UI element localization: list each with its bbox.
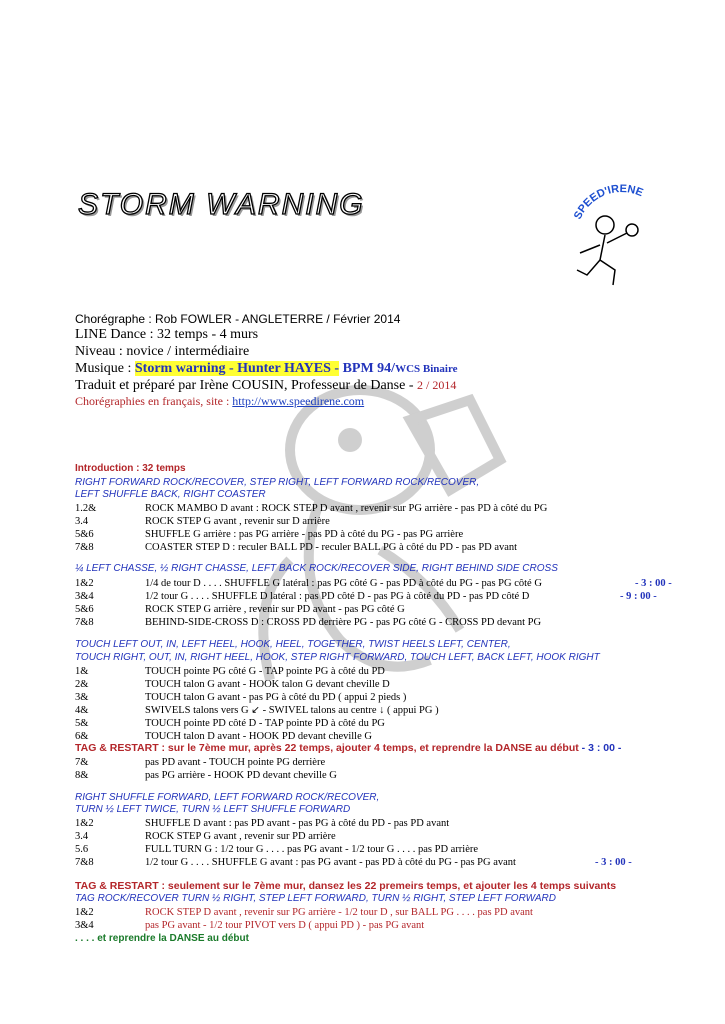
step-row: 1&2 1/4 de tour D . . . . SHUFFLE G latéral : pas PG côté G - pas PD à côté du PG - pas PG côté G - 3 : 00 - bbox=[75, 578, 672, 589]
step-row: 1&2 ROCK STEP D avant , revenir sur PG arrière - 1/2 tour D , sur BALL PG . . . . pas PD avant bbox=[75, 907, 533, 918]
music-line: Musique : Storm warning - Hunter HAYES - BPM 94/WCS Binaire bbox=[75, 361, 458, 376]
step-row: 5& TOUCH pointe PD côté D - TAP pointe PD à côté du PG bbox=[75, 718, 385, 729]
step-row: 5&6 ROCK STEP G arrière , revenir sur PD avant - pas PG côté G bbox=[75, 604, 405, 615]
step-row: 7&8 COASTER STEP D : reculer BALL PD - reculer BALL PG à côté du PD - pas PD avant bbox=[75, 542, 518, 553]
step-row: 1&2 SHUFFLE D avant : pas PD avant - pas PG à côté du PD - pas PD avant bbox=[75, 818, 450, 829]
section-1-heading-line1: RIGHT FORWARD ROCK/RECOVER, STEP RIGHT, LEFT FORWARD ROCK/RECOVER, bbox=[75, 477, 480, 488]
tag-restart-1: TAG & RESTART : sur le 7ème mur, après 22 temps, ajouter 4 temps, et reprendre la DANSE au début - 3 : 00 - bbox=[75, 742, 622, 754]
translator-line: Traduit et préparé par Irène COUSIN, Professeur de Danse - 2 / 2014 bbox=[75, 378, 457, 393]
choreographer: Chorégraphe : Rob FOWLER - ANGLETERRE / Février 2014 bbox=[75, 312, 401, 326]
step-row: 8& pas PG arrière - HOOK PD devant cheville G bbox=[75, 770, 337, 781]
svg-text:SPEED'IRENE: SPEED'IRENE bbox=[571, 182, 645, 222]
music-title: Storm warning - Hunter HAYES - bbox=[134, 361, 340, 376]
tag-heading: TAG ROCK/RECOVER TURN ½ RIGHT, STEP LEFT FORWARD, TURN ½ RIGHT, STEP LEFT FORWARD bbox=[75, 893, 556, 904]
level: Niveau : novice / intermédiaire bbox=[75, 344, 250, 359]
step-row: 4& SWIVELS talons vers G ↙ - SWIVEL talons au centre ↓ ( appui PG ) bbox=[75, 705, 439, 716]
section-2-heading: ¼ LEFT CHASSE, ½ RIGHT CHASSE, LEFT BACK ROCK/RECOVER SIDE, RIGHT BEHIND SIDE CROSS bbox=[75, 563, 558, 574]
step-row: 3& TOUCH talon G avant - pas PG à côté du PD ( appui 2 pieds ) bbox=[75, 692, 407, 703]
page-title: STORM WARNING bbox=[78, 188, 365, 221]
line-dance-info: LINE Dance : 32 temps - 4 murs bbox=[75, 327, 259, 342]
step-row: 5.6 FULL TURN G : 1/2 tour G . . . . pas PG avant - 1/2 tour G . . . . pas PD arrière bbox=[75, 844, 479, 855]
site-link[interactable]: http://www.speedirene.com bbox=[232, 394, 365, 408]
section-4-heading-line1: RIGHT SHUFFLE FORWARD, LEFT FORWARD ROCK/RECOVER, bbox=[75, 792, 380, 803]
step-row: 1& TOUCH pointe PG côté G - TAP pointe PG à côté du PD bbox=[75, 666, 385, 677]
step-row: 3.4 ROCK STEP G avant , revenir sur PD arrière bbox=[75, 831, 336, 842]
tag-restart-2: TAG & RESTART : seulement sur le 7ème mur, dansez les 22 premeirs temps, et ajouter les 4 temps suivants bbox=[75, 880, 617, 892]
section-3-heading-line2: TOUCH RIGHT, OUT, IN, RIGHT HEEL, HOOK, STEP RIGHT FORWARD, TOUCH LEFT, BACK LEFT, HOOK RIGHT bbox=[75, 652, 600, 663]
tag-footer: . . . . et reprendre la DANSE au début bbox=[75, 933, 249, 944]
step-row: 3&4 pas PG avant - 1/2 tour PIVOT vers D ( appui PD ) - pas PG avant bbox=[75, 920, 425, 931]
step-row: 5&6 SHUFFLE G arrière : pas PG arrière - pas PD à côté du PG - pas PG arrière bbox=[75, 529, 464, 540]
step-row: 1.2& ROCK MAMBO D avant : ROCK STEP D avant , revenir sur PG arrière - pas PD à côté du PG bbox=[75, 503, 548, 514]
step-row: 2& TOUCH talon G avant - HOOK talon G devant cheville D bbox=[75, 679, 390, 690]
section-1-heading-line2: LEFT SHUFFLE BACK, RIGHT COASTER bbox=[75, 489, 266, 500]
step-row: 7& pas PD avant - TOUCH pointe PG derrière bbox=[75, 757, 326, 768]
step-row: 3.4 ROCK STEP G avant , revenir sur D arrière bbox=[75, 516, 330, 527]
step-row: 6& TOUCH talon D avant - HOOK PD devant cheville G bbox=[75, 731, 372, 742]
step-row: 7&8 1/2 tour G . . . . SHUFFLE G avant : pas PG avant - pas PD à côté du PG - pas PG avant - 3 : 00 - bbox=[75, 857, 632, 868]
section-4-heading-line2: TURN ½ LEFT TWICE, TURN ½ LEFT SHUFFLE FORWARD bbox=[75, 804, 351, 815]
intro: Introduction : 32 temps bbox=[75, 463, 186, 474]
step-row: 3&4 1/2 tour G . . . . SHUFFLE D latéral : pas PD côté D - pas PG à côté du PD - pas PD côté D - 9 : 00 - bbox=[75, 591, 657, 602]
step-row: 7&8 BEHIND-SIDE-CROSS D : CROSS PD derrière PG - pas PG côté G - CROSS PD devant PG bbox=[75, 617, 542, 628]
speedirene-logo bbox=[565, 175, 675, 295]
site-line: Chorégraphies en français, site : http://www.speedirene.com bbox=[75, 394, 365, 408]
section-3-heading-line1: TOUCH LEFT OUT, IN, LEFT HEEL, HOOK, HEEL, TOGETHER, TWIST HEELS LEFT, CENTER, bbox=[75, 639, 511, 650]
